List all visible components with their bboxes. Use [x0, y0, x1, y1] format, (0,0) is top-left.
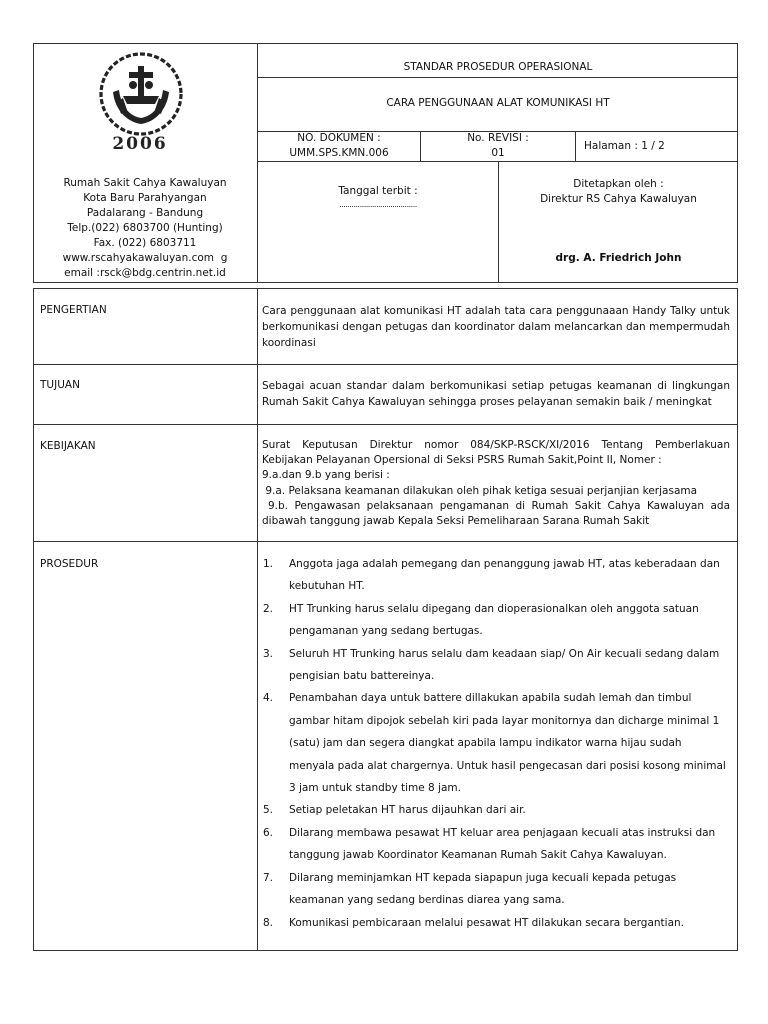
procedure-item — [263, 912, 730, 934]
procedure-item — [263, 643, 730, 688]
issued-date-dots: ...................................... — [339, 200, 417, 209]
approved-label: Ditetapkan oleh : — [573, 178, 664, 190]
approved-position: Direktur RS Cahya Kawaluyan — [540, 193, 697, 205]
procedure-text: Anggota jaga adalah pemegang dan penanggung jawab HT, atas keberadaan dan kebutuhan HT. — [289, 558, 720, 593]
procedure-item — [263, 598, 730, 643]
procedure-text: Komunikasi pembicaraan melalui pesawat HT dilakukan secara bergantian. — [289, 916, 685, 929]
issued-date-label: Tanggal terbit : — [338, 185, 418, 197]
section-text-tujuan: Sebagai acuan standar dalam berkomunikasi setiap petugas keamanan di lingkungan Rumah Sakit Cahya Kawaluyan sehingga proses pelayanan semakin baik / meningkat — [262, 380, 730, 408]
document-number — [258, 131, 420, 161]
procedure-number: 1. — [263, 558, 274, 570]
procedure-number: 4. — [263, 692, 274, 705]
sop-title: STANDAR PROSEDUR OPERASIONAL — [403, 61, 593, 73]
hospital-website: www.rscahyakawaluyan.com g — [62, 252, 228, 264]
hospital-email: email :rsck@bdg.centrin.net.id — [64, 267, 226, 279]
approved-by — [499, 177, 738, 207]
revision-label: No. REVISI : — [467, 132, 529, 144]
procedure-text: Dilarang meminjamkan HT kepada siapapun juga kecuali kepada petugas keamanan yang sedang berdinas diarea yang sama. — [289, 871, 677, 907]
procedure-text: HT Trunking harus selalu dipegang dan dioperasionalkan oleh anggota satuan pengamanan yang sedang bertugas. — [289, 602, 699, 638]
kebijakan-decree: Surat Keputusan Direktur nomor 084/SKP-RSCK/XI/2016 Tentang Pemberlakuan Kebijakan Pelayanan Opersional di Seksi PSRS Rumah Sakit,Point II, Nomer : — [262, 439, 730, 467]
section-text-kebijakan — [262, 438, 730, 529]
procedure-text: Dilarang membawa pesawat HT keluar area penjagaan kecuali atas instruksi dan tanggung jawab Koordinator Keamanan Rumah Sakit Cahya Kawaluyan. — [289, 826, 716, 862]
procedure-number: 6. — [263, 826, 274, 839]
section-label-kebijakan: KEBIJAKAN — [40, 440, 96, 452]
hospital-name: Rumah Sakit Cahya Kawaluyan — [63, 177, 227, 189]
procedure-item — [263, 553, 730, 598]
procedure-number: 2. — [263, 602, 274, 615]
procedure-text: Seluruh HT Trunking harus selalu dam keadaan siap/ On Air kecuali sedang dalam pengisian batu battereinya. — [289, 647, 720, 683]
kebijakan-point-9b: 9.b. Pengawasan pelaksanaan pengamanan di Rumah Sakit Cahya Kawaluyan ada dibawah tanggung jawab Kepala Seksi Pemeliharaan Sarana Rumah Sakit — [262, 499, 730, 528]
procedure-number: 3. — [263, 647, 274, 660]
hospital-phone: Telp.(022) 6803700 (Hunting) — [67, 222, 223, 234]
section-label-tujuan: TUJUAN — [40, 379, 80, 391]
procedure-text: Setiap peletakan HT harus dijauhkan dari air. — [289, 804, 526, 817]
section-text-pengertian: Cara penggunaan alat komunikasi HT adalah tata cara penggunaaan Handy Talky untuk berkomunikasi dengan petugas dan koordinator dalam melancarkan dan mempermudah koordinasi — [262, 305, 730, 349]
procedure-list — [263, 553, 730, 934]
section-label-prosedur: PROSEDUR — [40, 558, 99, 570]
kebijakan-point-9a: 9.a. Pelaksana keamanan dilakukan oleh pihak ketiga sesuai perjanjian kerjasama — [262, 484, 698, 497]
hospital-address-2: Padalarang - Bandung — [86, 207, 204, 219]
revision-value: 01 — [491, 147, 505, 159]
hospital-fax: Fax. (022) 6803711 — [93, 237, 197, 249]
signatory-name: drg. A. Friedrich John — [555, 252, 682, 264]
document-number-label: NO. DOKUMEN : — [297, 132, 381, 144]
kebijakan-points-intro: 9.a.dan 9.b yang berisi : — [262, 469, 390, 482]
document-title: CARA PENGGUNAAN ALAT KOMUNIKASI HT — [386, 97, 610, 109]
hospital-address-1: Kota Baru Parahyangan — [83, 192, 207, 204]
procedure-number: 8. — [263, 916, 274, 929]
procedure-number: 5. — [263, 804, 274, 817]
document-number-value: UMM.SPS.KMN.006 — [289, 147, 389, 159]
hospital-info — [34, 176, 256, 281]
section-label-pengertian: PENGERTIAN — [40, 304, 107, 316]
procedure-text: Penambahan daya untuk battere dillakukan apabila sudah lemah dan timbul gambar hitam dipojok sebelah kiri pada layar monitornya dan dicharge minimal 1 (satu) jam dan segera diangkat apabila lampu indikator warna hijau sudah menyala pada alat chargernya. Untuk hasil pengecasan dari posisi kosong minimal 3 jam untuk standby time 8 jam. — [289, 692, 726, 795]
revision-number — [421, 131, 575, 161]
page-number: Halaman : 1 / 2 — [584, 140, 665, 152]
procedure-item — [263, 799, 730, 821]
procedure-item — [263, 822, 730, 867]
procedure-item — [263, 867, 730, 912]
logo-year: 2006 — [112, 134, 168, 154]
procedure-item — [263, 687, 730, 799]
procedure-number: 7. — [263, 871, 274, 884]
